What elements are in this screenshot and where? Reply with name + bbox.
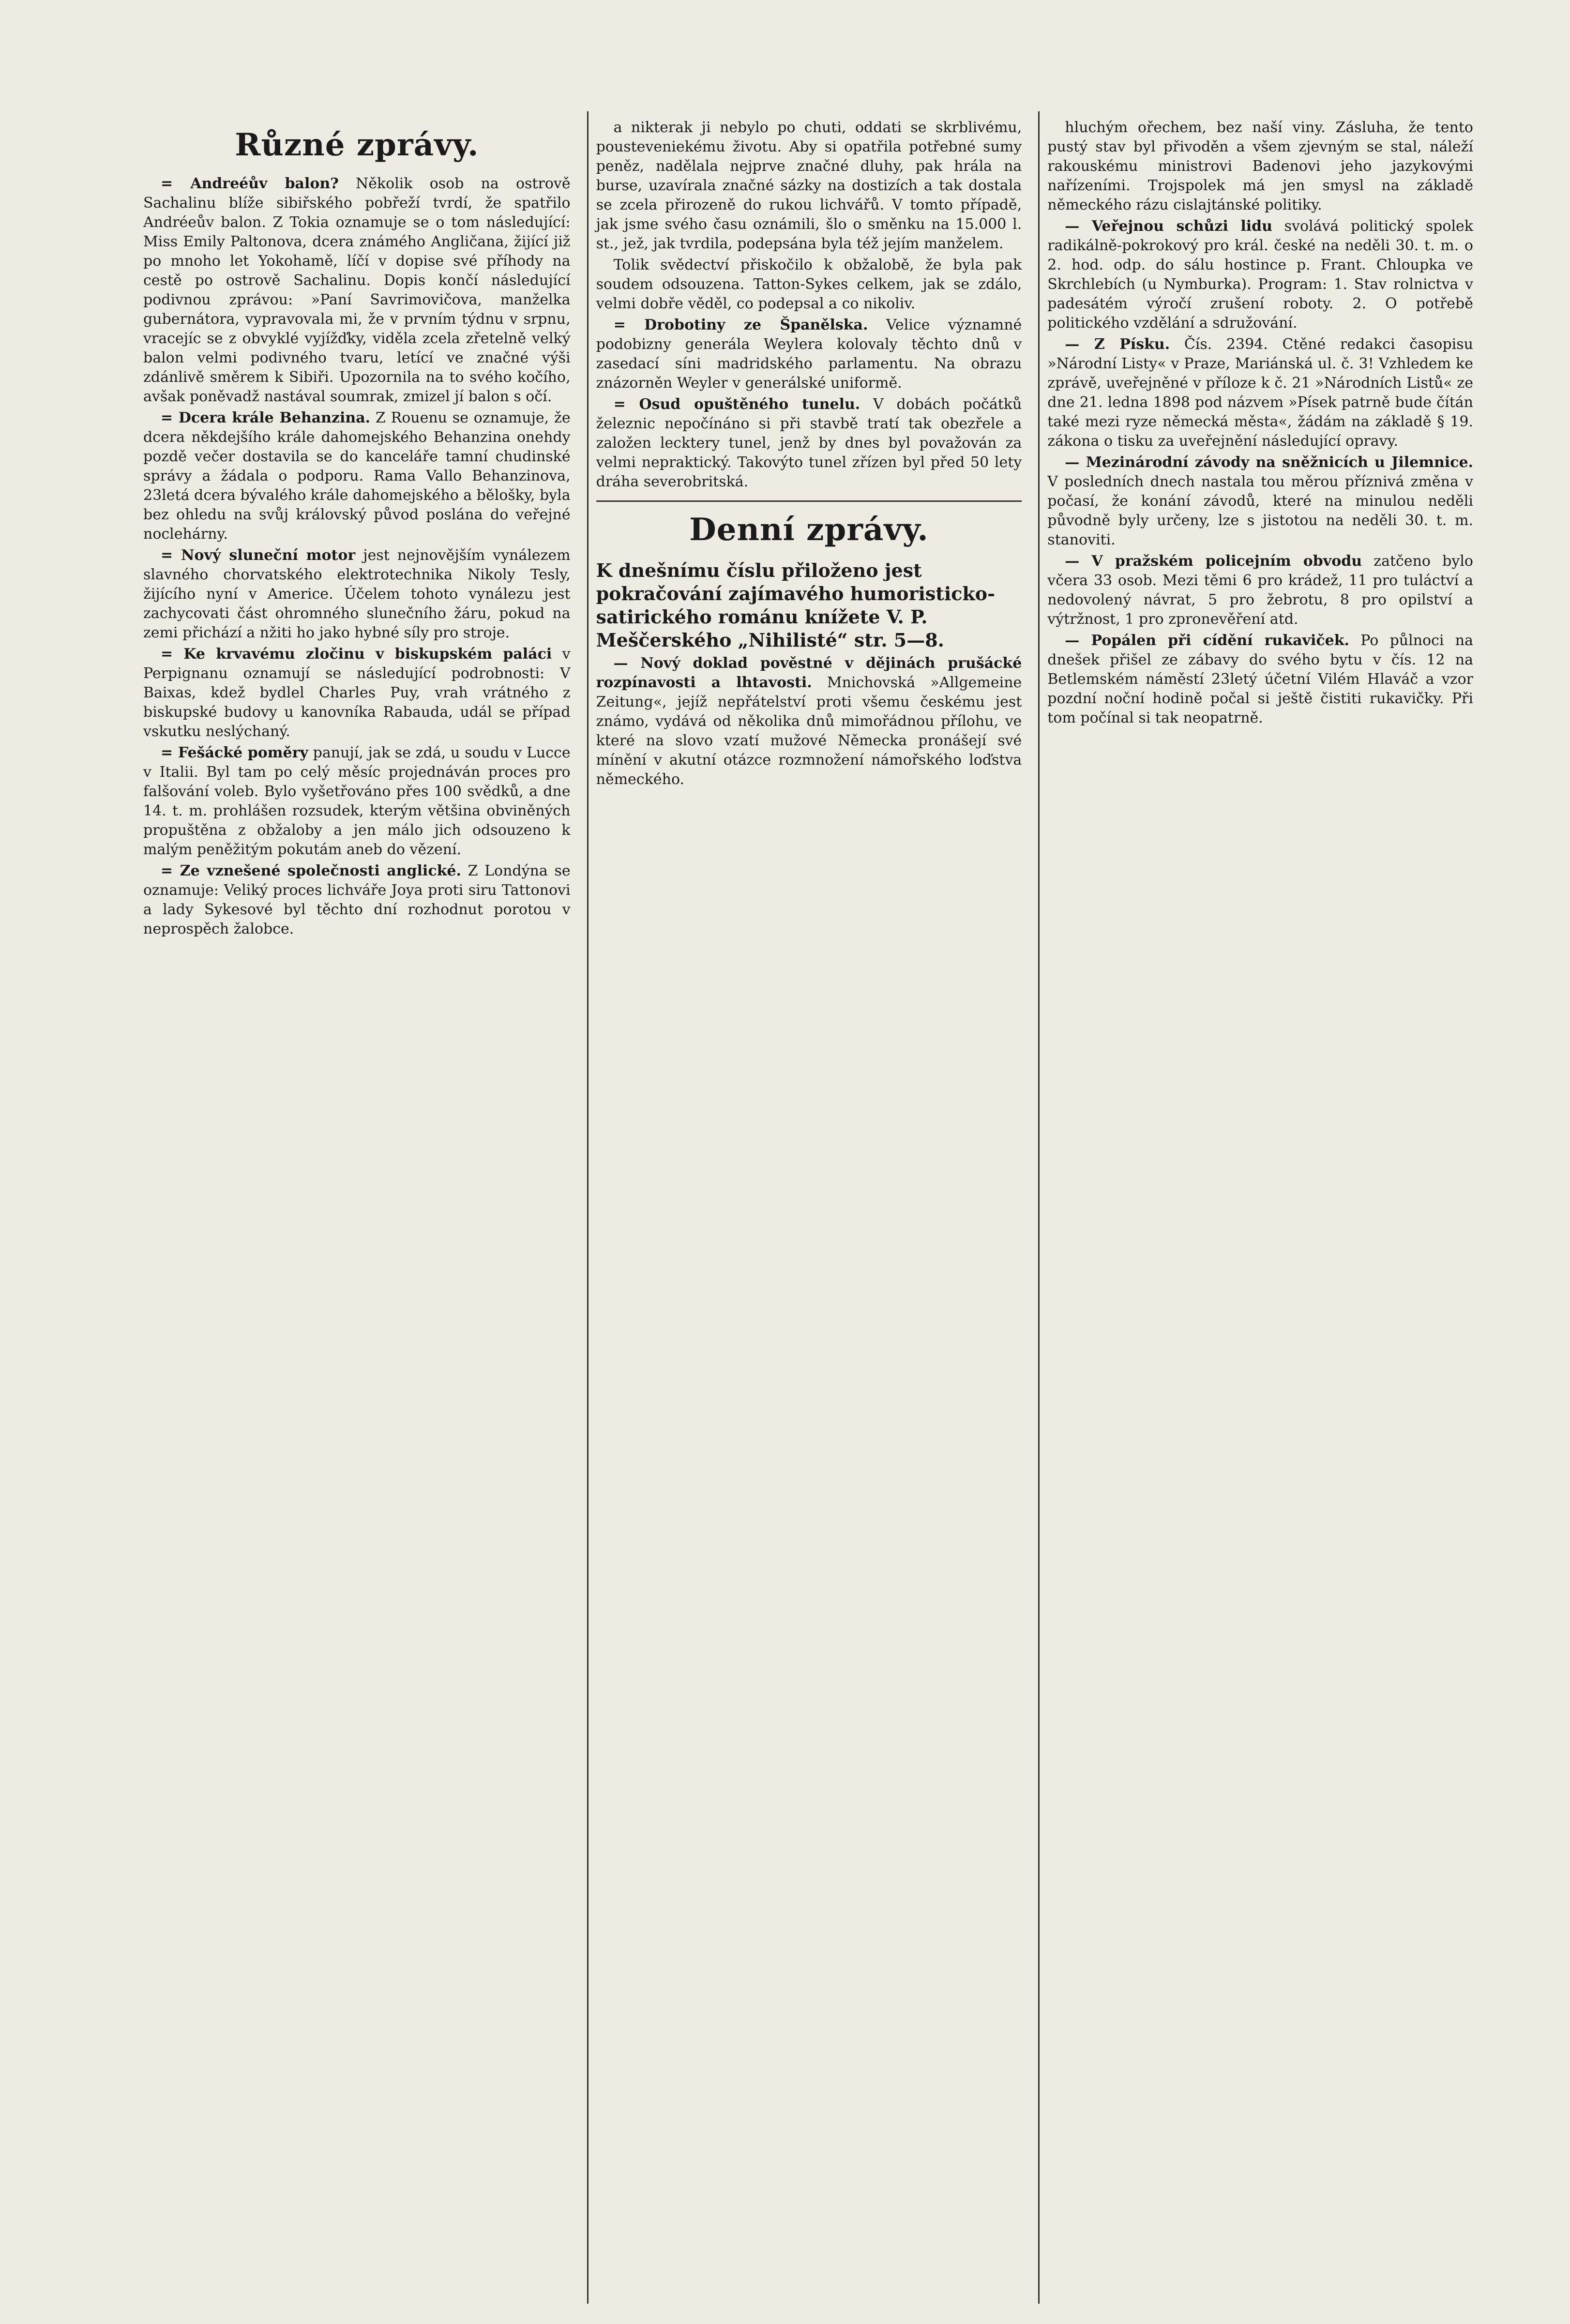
article-continued-2: Tolik svědectví přiskočilo k obžalobě, že byla pak soudem odsouzena. Tatton-Sykes celkem, jak se zdálo, velmi dobře věděl, co podepsal a co nikoliv. <box>596 257 1022 312</box>
article-text: Čís. 2394. Ctěné redakci časopisu »Národní Listy« v Praze, Mariánská ul. č. 3! Vzhledem ke zprávě, uveřejněné v příloze k č. 21 »Národních Listů« ze dne 21. ledna 1898 pod názvem »Písek patrně bude čítán také mezi ryze německá města«, žádám na základě § 19. zákona o tisku za uveřejnění následující opravy. <box>1047 336 1473 450</box>
article-text: Po půlnoci na dnešek přišel ze zábavy do svého bytu v čís. 12 na Betlemském náměstí 23letý účetní Vilém Hlaváč a vzor pozdní noční hodině počal si ještě čistiti rukavičky. Při tom počínal si tak neopatrně. <box>1047 632 1473 726</box>
column-1 <box>136 111 578 2304</box>
section-heading-daily: Denní zprávy. <box>689 512 929 548</box>
article-text: zatčeno bylo včera 33 osob. Mezi těmi 6 pro krádež, 11 pro tuláctví a nedovolený návrat, 5 pro žebrotu, 8 pro opilství a výtržnost, 1 pro zpronevěření atd. <box>1047 553 1473 628</box>
article-title: = Ze vznešené společnosti anglické. <box>161 862 461 879</box>
supplement-notice: K dnešnímu číslu přiloženo jest pokračování zajímavého humoristicko-satirického románu knížete V. P. Meščerského „Nihilisté“ str. 5—8. <box>596 559 995 651</box>
article-text: jest nejnovějším vynálezem slavného chorvatského elektrotechnika Nikoly Tesly, žijícího nyní v Americe. Účelem tohoto vynálezu jest zachycovati část ohromného slunečního žáru, pokud na zemi přichází a nžiti ho jako hybné síly pro stroje. <box>143 547 571 641</box>
article-gloves <box>1047 631 1473 728</box>
article-text: svolává politický spolek radikálně-pokrokový pro král. české na neděli 30. t. m. o 2. hod. odp. do sálu hostince p. Frant. Chloupka ve Skrchlebích (u Nymburka). Program: 1. Stav rolnictva v padesátém výročí zrušení roboty. 2. O potřebě politického vzdělání a sdružování. <box>1047 218 1473 332</box>
article-title: — Z Písku. <box>1065 336 1170 353</box>
article-text: Z Rouenu se oznamuje, že dcera někdejšího krále dahomejského Behanzina onehdy pozdě večer dostavila se do kanceláře tamní chudinské správy a žádala o podporu. Rama Vallo Behanzinova, 23letá dcera bývalého krále dahomejského a bělošky, byla bez ohledu na svůj královský původ poslána do veřejné noclehárny. <box>143 409 571 543</box>
article-title: = Osud opuštěného tunelu. <box>613 396 860 413</box>
article-london <box>143 861 571 939</box>
article-text: v Perpignanu oznamují se následující podrobnosti: V Baixas, kdež bydlel Charles Puy, vrah vrátného z biskupské budovy u kanovníka Rabauda, udál se případ vskutku neslýchaný. <box>143 646 571 740</box>
article-meeting <box>1047 217 1473 333</box>
article-andree <box>143 174 571 407</box>
article-title: — V pražském policejním obvodu <box>1065 553 1362 570</box>
column-3 <box>1038 111 1481 2304</box>
article-text: Z Londýna se oznamuje: Veliký proces lichváře Joya proti siru Tattonovi a lady Sykesové byl těchto dní rozhodnut porotou v neprospěch žalobce. <box>143 862 571 937</box>
column-2 <box>587 111 1030 2304</box>
article-text: Velice významné podobizny generála Weylera kolovaly těchto dnů v zasedací síni madridského parlamentu. Na obrazu znázorněn Weyler v generálské uniformě. <box>596 317 1022 392</box>
article-title: — Veřejnou schůzi lidu <box>1065 218 1272 235</box>
article-prussia <box>596 654 1022 789</box>
article-title: = Fešácké poměry <box>161 744 308 761</box>
article-text: panují, jak se zdá, u soudu v Lucce v Italii. Byl tam po celý měsíc projednáván proces pro falšování voleb. Bylo vyšetřováno přes 100 svědků, a dne 14. t. m. prohlášen rozsudek, kterým většina obviněných propuštěna z obžaloby a jen málo jich odsouzeno k malým peněžitým pokutám aneb do vězení. <box>143 744 571 858</box>
section-heading: Různé zprávy. <box>235 127 479 163</box>
article-title: = Nový sluneční motor <box>161 547 356 564</box>
article-pisek <box>1047 335 1473 451</box>
article-title: = Andreéův balon? <box>161 175 339 192</box>
newspaper-page <box>116 111 1500 2318</box>
article-title: — Mezinárodní závody na sněžnicích u Jilemnice. <box>1065 454 1473 471</box>
article-title: = Ke krvavému zločinu v biskupském paláci <box>161 646 552 663</box>
article-lucca <box>143 743 571 860</box>
article-title: — Nový doklad pověstné v dějinách prušácké rozpínavosti a lhtavosti. <box>596 655 1022 691</box>
article-continued-3: hluchým ořechem, bez naší viny. Zásluha, že tento pustý stav byl přivoděn a všem zjevným se stal, náleží rakouskému ministrovi Badenovi jeho jazykovými nařízeními. Trojspolek má jen smysl na základě německého rázu cislajtánské politiky. <box>1047 119 1473 213</box>
article-motor <box>143 546 571 643</box>
article-text: V dobách počátků železnic nepočínáno si při stavbě tratí tak obezřele a založen lecktery tunel, jenž by dnes byl považován za velmi nepraktický. Takovýto tunel zřízen byl před 50 lety dráha severobritská. <box>596 396 1022 490</box>
section-divider <box>596 500 1022 502</box>
article-title: = Dcera krále Behanzina. <box>161 409 371 426</box>
article-spain <box>596 316 1022 393</box>
article-title: = Drobotiny ze Španělska. <box>613 317 868 333</box>
article-tunnel <box>596 395 1022 492</box>
article-behanzin <box>143 408 571 544</box>
article-perpignan <box>143 645 571 741</box>
article-text: Několik osob na ostrově Sachalinu blíže sibiřského pobřeží tvrdí, že spatřilo Andréeův balon. Z Tokia oznamuje se o tom následující: Miss Emily Paltonova, dcera známého Angličana, žijící již po mnoho let Yokohamě, líčí v dopise své příhody na cestě po ostrově Sachalinu. Dopis končí následující podivnou zprávou: »Paní Savrimovičova, manželka gubernátora, vypravovala mi, že v prvním týdnu v srpnu, vracejíc se z obvyklé vyjížďky, viděla zcela zřetelně velký balon velmi podivného tvaru, letící ve značné výši zdánlivě směrem k Sibiři. Upozornila na to svého kočího, avšak poněvadž nastával soumrak, zmizel jí balon s očí. <box>143 175 571 405</box>
article-police <box>1047 552 1473 629</box>
article-title: — Popálen při cídění rukaviček. <box>1065 632 1349 649</box>
article-continued: a nikterak ji nebylo po chuti, oddati se skrblivému, pousteveniekému životu. Aby si opatřila potřebné sumy peněz, nadělala nejprve značné dluhy, pak hrála na burse, uzavírala značné sázky na dostizích a tak dostala se zcela přirozeně do rukou lichvářů. V tomto případě, jak jsme svého času oznámili, šlo o směnku na 15.000 l. st., jež, jak tvrdila, podepsána byla též jejím manželem. <box>596 119 1022 252</box>
article-text: Mnichovská »Allgemeine Zeitung«, jejíž nepřátelství proti všemu českému jest známo, vydává od několika dnů mimořádnou přílohu, ve které na slovo vzatí mužové Německa pronášejí své mínění v akutní otázce rozmnožení námořského loďstva německého. <box>596 674 1022 788</box>
article-text: V posledních dnech nastala tou měrou příznivá změna v počasí, že konání závodů, které na minulou neděli původně byly určeny, lze s jistotou na neděli 30. t. m. stanoviti. <box>1047 473 1473 548</box>
article-jilemnice <box>1047 453 1473 550</box>
